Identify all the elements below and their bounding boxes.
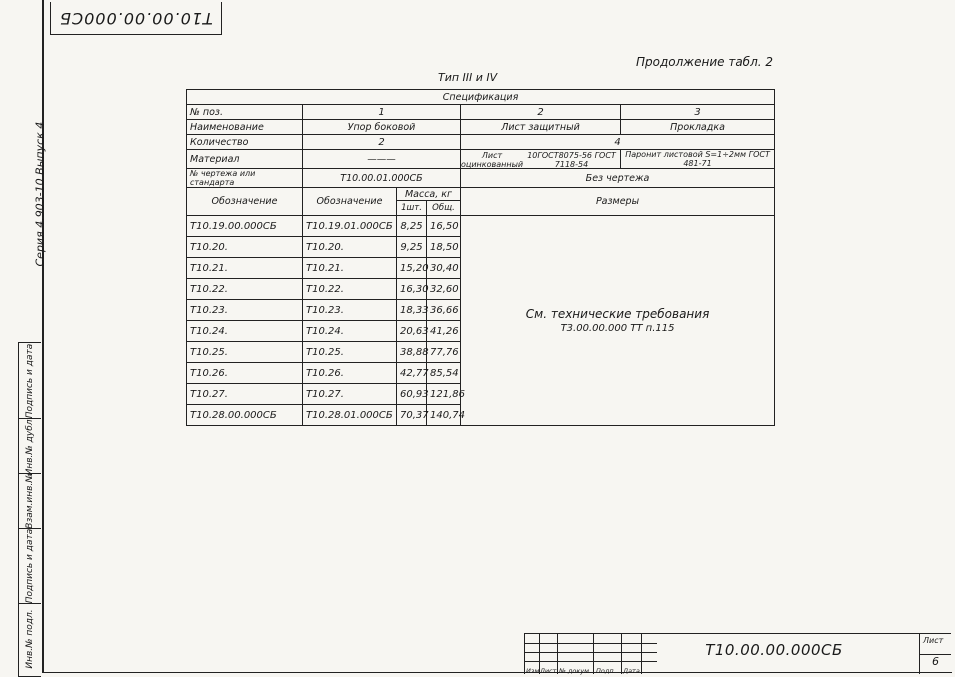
header-mass: Масса, кг — [397, 188, 461, 201]
cell: Без чертежа — [461, 169, 775, 188]
corner-stamp — [50, 2, 222, 35]
specification-table — [186, 89, 775, 426]
cell: 32,60 — [427, 279, 461, 300]
row-label: Материал — [187, 150, 303, 169]
cell: Т10.19.01.000СБ — [303, 216, 397, 237]
cell: Т10.28.01.000СБ — [303, 405, 397, 426]
revision-labels — [525, 667, 657, 675]
strip-cell: Подпись и дата — [19, 528, 41, 604]
rev-label: Подп — [596, 667, 614, 675]
cell: 38,88 — [397, 342, 427, 363]
cell: 18,33 — [397, 300, 427, 321]
header-mass-piece: 1шт. — [397, 201, 427, 216]
cell: Упор боковой — [303, 120, 461, 135]
note-line-2: Т3.00.00.000 ТТ п.115 — [560, 323, 675, 334]
cell: 16,30 — [397, 279, 427, 300]
header-designation: Обозначение — [187, 188, 303, 216]
cell: 30,40 — [427, 258, 461, 279]
note-line-1: См. технические требования — [525, 307, 710, 321]
row-label: Количество — [187, 135, 303, 150]
cell: 16,50 — [427, 216, 461, 237]
row-label: Наименование — [187, 120, 303, 135]
cell: Т10.24. — [303, 321, 397, 342]
header-designation: Обозначение — [303, 188, 397, 216]
row-label: № чертежа или стандарта — [187, 169, 303, 188]
cell: 18,50 — [427, 237, 461, 258]
spec-title: Спецификация — [187, 90, 775, 105]
cell: 60,93 — [397, 384, 427, 405]
cell: Т10.21. — [187, 258, 303, 279]
cell: Т10.27. — [187, 384, 303, 405]
cell: Паронит листовой S=1÷2мм ГОСТ 481-71 — [621, 150, 775, 169]
cell: 2 — [303, 135, 461, 150]
cell: 140,74 — [427, 405, 461, 426]
cell: Т10.26. — [187, 363, 303, 384]
cell: Т10.21. — [303, 258, 397, 279]
sheet-label: Лист — [923, 636, 944, 645]
strip-cell: Инв.№ подл. — [25, 609, 35, 669]
cell: Т10.00.01.000СБ — [303, 169, 461, 188]
cell: Т10.25. — [187, 342, 303, 363]
sheet-box — [919, 633, 951, 674]
cell: Т10.20. — [187, 237, 303, 258]
strip-cell: Инв.№ дубл. — [19, 418, 41, 474]
type-label: Тип III и IV — [438, 71, 498, 84]
cell: Прокладка — [621, 120, 775, 135]
cell: Т10.19.00.000СБ — [187, 216, 303, 237]
table-row — [187, 216, 775, 237]
cell: Т10.20. — [303, 237, 397, 258]
cell: Т10.22. — [187, 279, 303, 300]
rev-label: Изм — [526, 667, 540, 675]
cell: 1 — [303, 105, 461, 120]
left-signature-strip — [18, 342, 41, 677]
rev-label: Лист — [540, 667, 557, 675]
rev-label: Дата — [623, 667, 640, 675]
note-cell — [461, 216, 775, 426]
revision-grid — [524, 633, 657, 674]
cell: 70,37 — [397, 405, 427, 426]
cell: 2 — [461, 105, 621, 120]
cell: Т10.23. — [303, 300, 397, 321]
strip-cell: Взам.инв.№ — [19, 473, 41, 529]
strip-cell: Подпись и дата — [19, 343, 41, 419]
cell: Т10.27. — [303, 384, 397, 405]
stamp-code: Т10.00.00.000СБ — [59, 8, 213, 28]
cell: Т10.24. — [187, 321, 303, 342]
cell: 8,25 — [397, 216, 427, 237]
rev-label: № докум. — [559, 667, 592, 675]
title-block — [524, 633, 950, 673]
cell: 41,26 — [427, 321, 461, 342]
cell: Лист оцинкованный 10ГОСТ8075-56 ГОСТ 7118-54 — [461, 150, 621, 169]
cell: 9,25 — [397, 237, 427, 258]
cell: Т10.26. — [303, 363, 397, 384]
cell: Т10.28.00.000СБ — [187, 405, 303, 426]
cell: 85,54 — [427, 363, 461, 384]
cell: Т10.25. — [303, 342, 397, 363]
cell: 15,20 — [397, 258, 427, 279]
header-sizes: Размеры — [461, 188, 775, 216]
cell: Лист защитный — [461, 120, 621, 135]
cell: 20,63 — [397, 321, 427, 342]
series-label: Серия 4.903-10 Выпуск 4 — [33, 121, 47, 267]
sheet-number: 6 — [920, 654, 951, 668]
row-label: № поз. — [187, 105, 303, 120]
cell: ——— — [303, 150, 461, 169]
cell: Т10.23. — [187, 300, 303, 321]
cell: 42,77 — [397, 363, 427, 384]
continuation-label: Продолжение табл. 2 — [636, 55, 774, 69]
cell: 3 — [621, 105, 775, 120]
cell: Т10.22. — [303, 279, 397, 300]
cell: 4 — [461, 135, 775, 150]
document-code: Т10.00.00.000СБ — [705, 641, 843, 659]
header-mass-total: Общ. — [427, 201, 461, 216]
cell: 121,86 — [427, 384, 461, 405]
cell: 77,76 — [427, 342, 461, 363]
cell: 36,66 — [427, 300, 461, 321]
